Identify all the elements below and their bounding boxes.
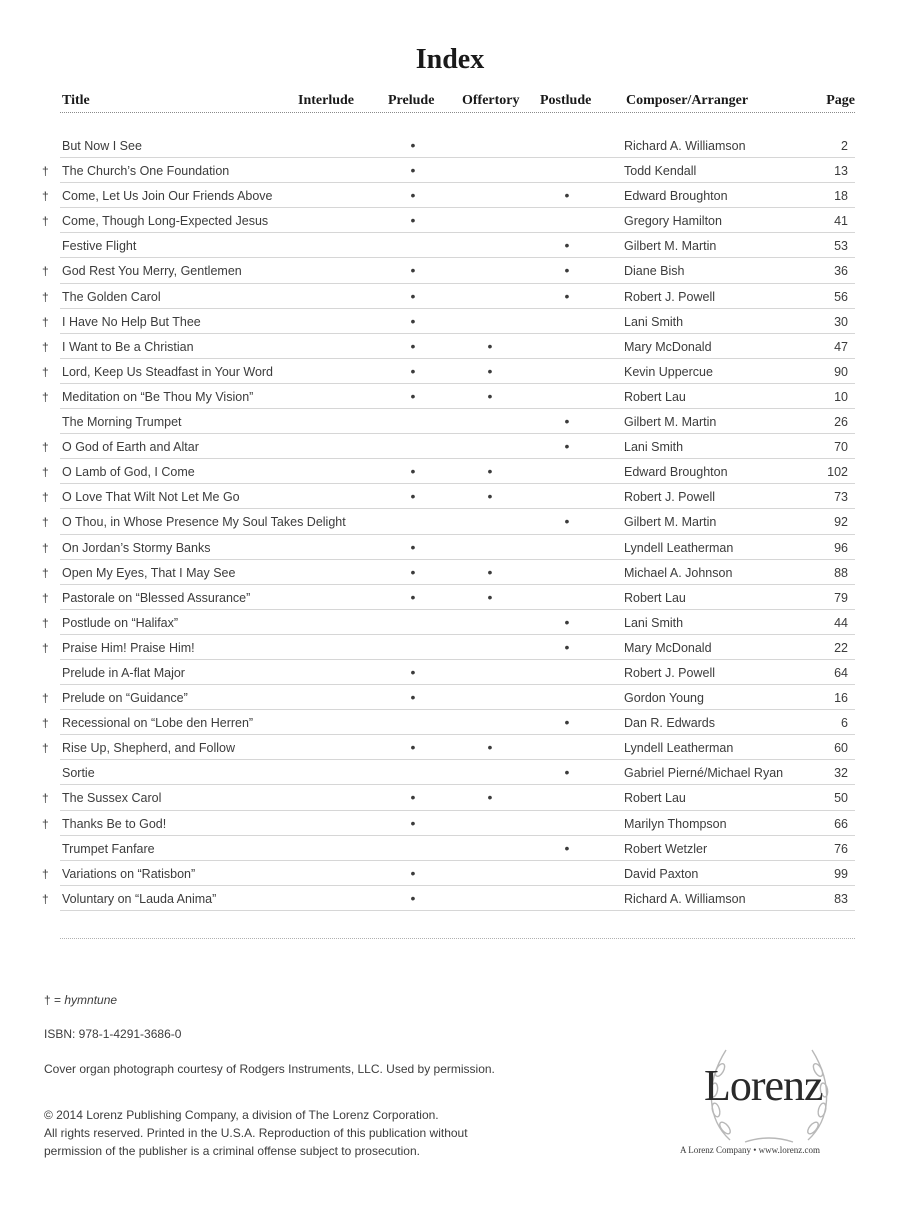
hymntune-dagger: †	[42, 891, 49, 906]
row-title: God Rest You Merry, Gentlemen	[62, 264, 242, 279]
row-composer: Mary McDonald	[624, 339, 712, 354]
prelude-mark: •	[410, 287, 416, 304]
row-composer: Gilbert M. Martin	[624, 415, 717, 430]
row-title: The Sussex Carol	[62, 791, 162, 806]
hymntune-dagger: †	[42, 540, 49, 555]
row-page: 44	[834, 615, 848, 630]
row-page: 64	[834, 665, 848, 680]
row-page: 73	[834, 490, 848, 505]
postlude-mark: •	[564, 613, 570, 630]
prelude-mark: •	[410, 739, 416, 756]
prelude-mark: •	[410, 538, 416, 555]
prelude-mark: •	[410, 463, 416, 480]
table-row	[0, 159, 900, 184]
hymntune-dagger: †	[42, 741, 49, 756]
postlude-mark: •	[564, 237, 570, 254]
row-composer: Robert J. Powell	[624, 490, 716, 505]
hymntune-dagger: †	[42, 264, 49, 279]
row-title: Lord, Keep Us Steadfast in Your Word	[62, 364, 274, 379]
row-composer: Lani Smith	[624, 314, 684, 329]
offertory-mark: •	[487, 362, 493, 379]
prelude-mark: •	[410, 864, 416, 881]
logo-wordmark: Lorenz	[704, 1061, 823, 1110]
header-composer: Composer/Arranger	[626, 93, 749, 108]
prelude-mark: •	[410, 663, 416, 680]
row-page: 18	[834, 189, 848, 204]
row-title: Sortie	[62, 766, 95, 781]
row-title: Recessional on “Lobe den Herren”	[62, 716, 254, 731]
postlude-mark: •	[564, 413, 570, 430]
header-title: Title	[62, 93, 90, 108]
hymntune-legend	[44, 993, 117, 1007]
row-page: 76	[834, 841, 848, 856]
row-title: Rise Up, Shepherd, and Follow	[62, 741, 236, 756]
row-title: The Church’s One Foundation	[62, 164, 230, 179]
row-page: 70	[834, 440, 848, 455]
row-composer: Lani Smith	[624, 440, 684, 455]
hymntune-dagger: †	[42, 314, 49, 329]
row-title: Prelude in A-flat Major	[62, 665, 185, 680]
row-page: 90	[834, 364, 848, 379]
row-title: Prelude on “Guidance”	[62, 691, 188, 706]
row-composer: Mary McDonald	[624, 640, 712, 655]
copyright-line: All rights reserved. Printed in the U.S.A. Reproduction of this publication without	[44, 1126, 468, 1140]
table-row	[0, 611, 900, 636]
offertory-mark: •	[487, 488, 493, 505]
row-composer: Edward Broughton	[624, 465, 728, 480]
row-title: On Jordan’s Stormy Banks	[62, 540, 211, 555]
table-row	[0, 686, 900, 711]
row-title: Variations on “Ratisbon”	[62, 866, 196, 881]
logo-tagline: A Lorenz Company • www.lorenz.com	[680, 1145, 821, 1155]
legend-symbol: † =	[44, 993, 62, 1007]
table-row	[0, 259, 900, 284]
isbn: ISBN: 978-1-4291-3686-0	[44, 1027, 182, 1041]
table-row	[0, 485, 900, 510]
row-title: Come, Though Long-Expected Jesus	[62, 214, 269, 229]
hymntune-dagger: †	[42, 465, 49, 480]
row-title: O Love That Wilt Not Let Me Go	[62, 490, 240, 505]
hymntune-dagger: †	[42, 866, 49, 881]
table-row	[0, 285, 900, 310]
hymntune-dagger: †	[42, 189, 49, 204]
postlude-mark: •	[564, 438, 570, 455]
hymntune-dagger: †	[42, 590, 49, 605]
header-prelude: Prelude	[388, 93, 435, 108]
prelude-mark: •	[410, 312, 416, 329]
table-row	[0, 536, 900, 561]
row-composer: Richard A. Williamson	[624, 891, 746, 906]
table-row	[0, 209, 900, 234]
table-row	[0, 837, 900, 862]
hymntune-dagger: †	[42, 339, 49, 354]
prelude-mark: •	[410, 588, 416, 605]
row-page: 47	[834, 339, 848, 354]
row-composer: Robert J. Powell	[624, 665, 716, 680]
row-title: But Now I See	[62, 139, 142, 153]
row-page: 13	[834, 164, 848, 179]
row-page: 50	[834, 791, 848, 806]
row-composer: Gilbert M. Martin	[624, 515, 717, 530]
row-page: 41	[834, 214, 848, 229]
row-page: 88	[834, 565, 848, 580]
row-composer: Michael A. Johnson	[624, 565, 733, 580]
hymntune-dagger: †	[42, 615, 49, 630]
row-page: 6	[841, 716, 848, 731]
postlude-mark: •	[564, 764, 570, 781]
row-page: 10	[834, 389, 848, 404]
table-row	[0, 786, 900, 811]
row-page: 102	[827, 465, 848, 480]
prelude-mark: •	[410, 262, 416, 279]
row-composer: Todd Kendall	[624, 164, 697, 179]
row-title: Festive Flight	[62, 239, 137, 254]
table-row	[0, 812, 900, 837]
prelude-mark: •	[410, 137, 416, 153]
row-composer: David Paxton	[624, 866, 699, 881]
prelude-mark: •	[410, 387, 416, 404]
offertory-mark: •	[487, 563, 493, 580]
header-offertory: Offertory	[462, 93, 520, 108]
prelude-mark: •	[410, 889, 416, 906]
hymntune-dagger: †	[42, 490, 49, 505]
table-row	[0, 510, 900, 535]
offertory-mark: •	[487, 387, 493, 404]
row-title: Open My Eyes, That I May See	[62, 565, 236, 580]
row-composer: Gilbert M. Martin	[624, 239, 717, 254]
row-composer: Kevin Uppercue	[624, 364, 713, 379]
table-row	[0, 134, 900, 159]
table-row	[0, 234, 900, 259]
postlude-mark: •	[564, 187, 570, 204]
hymntune-dagger: †	[42, 716, 49, 731]
table-row	[0, 887, 900, 912]
prelude-mark: •	[410, 337, 416, 354]
index-table	[0, 134, 900, 912]
prelude-mark: •	[410, 362, 416, 379]
row-composer: Robert Lau	[624, 791, 686, 806]
hymntune-dagger: †	[42, 389, 49, 404]
row-composer: Edward Broughton	[624, 189, 728, 204]
row-page: 96	[834, 540, 848, 555]
row-title: Pastorale on “Blessed Assurance”	[62, 590, 251, 605]
postlude-mark: •	[564, 513, 570, 530]
table-row	[0, 711, 900, 736]
lorenz-logo	[690, 1040, 850, 1160]
row-page: 79	[834, 590, 848, 605]
row-page: 53	[834, 239, 848, 254]
hymntune-dagger: †	[42, 214, 49, 229]
table-row	[0, 661, 900, 686]
row-title: I Want to Be a Christian	[62, 339, 194, 354]
row-page: 56	[834, 289, 848, 304]
row-title: Meditation on “Be Thou My Vision”	[62, 389, 254, 404]
offertory-mark: •	[487, 789, 493, 806]
row-composer: Richard A. Williamson	[624, 139, 746, 153]
row-page: 99	[834, 866, 848, 881]
postlude-mark: •	[564, 839, 570, 856]
hymntune-dagger: †	[42, 565, 49, 580]
row-title: O Lamb of God, I Come	[62, 465, 195, 480]
row-title: The Morning Trumpet	[62, 415, 182, 430]
copyright-line: © 2014 Lorenz Publishing Company, a division of The Lorenz Corporation.	[44, 1108, 439, 1122]
row-page: 30	[834, 314, 848, 329]
table-row	[0, 310, 900, 335]
header-interlude: Interlude	[298, 93, 354, 108]
offertory-mark: •	[487, 463, 493, 480]
copyright-line: permission of the publisher is a criminal offense subject to prosecution.	[44, 1144, 420, 1158]
row-title: Praise Him! Praise Him!	[62, 640, 195, 655]
prelude-mark: •	[410, 162, 416, 179]
table-row	[0, 636, 900, 661]
table-header	[60, 92, 855, 113]
offertory-mark: •	[487, 337, 493, 354]
row-page: 83	[834, 891, 848, 906]
row-title: O Thou, in Whose Presence My Soul Takes Delight	[62, 515, 346, 530]
row-composer: Gordon Young	[624, 691, 704, 706]
row-composer: Gabriel Pierné/Michael Ryan	[624, 766, 784, 781]
legend-text: hymntune	[64, 993, 118, 1007]
row-composer: Gregory Hamilton	[624, 214, 722, 229]
offertory-mark: •	[487, 588, 493, 605]
table-row	[0, 761, 900, 786]
row-composer: Robert Wetzler	[624, 841, 708, 856]
header-postlude: Postlude	[540, 93, 592, 108]
table-row	[0, 736, 900, 761]
table-row	[0, 360, 900, 385]
prelude-mark: •	[410, 563, 416, 580]
offertory-mark: •	[487, 739, 493, 756]
row-title: O God of Earth and Altar	[62, 440, 199, 455]
row-page: 16	[834, 691, 848, 706]
table-row	[0, 561, 900, 586]
header-page: Page	[826, 93, 855, 108]
row-page: 66	[834, 816, 848, 831]
row-page: 60	[834, 741, 848, 756]
row-composer: Robert Lau	[624, 590, 686, 605]
row-title: Come, Let Us Join Our Friends Above	[62, 189, 273, 204]
postlude-mark: •	[564, 638, 570, 655]
table-end-rule	[60, 938, 855, 939]
hymntune-dagger: †	[42, 440, 49, 455]
postlude-mark: •	[564, 287, 570, 304]
row-title: I Have No Help But Thee	[62, 314, 201, 329]
table-row	[0, 184, 900, 209]
postlude-mark: •	[564, 262, 570, 279]
table-row	[0, 335, 900, 360]
photo-credit: Cover organ photograph courtesy of Rodgers Instruments, LLC. Used by permission.	[44, 1062, 495, 1076]
prelude-mark: •	[410, 212, 416, 229]
prelude-mark: •	[410, 814, 416, 831]
row-page: 22	[834, 640, 848, 655]
prelude-mark: •	[410, 488, 416, 505]
row-page: 32	[834, 766, 848, 781]
prelude-mark: •	[410, 789, 416, 806]
row-composer: Marilyn Thompson	[624, 816, 727, 831]
table-row	[0, 385, 900, 410]
page-title: Index	[415, 44, 485, 75]
prelude-mark: •	[410, 187, 416, 204]
table-row	[0, 410, 900, 435]
row-composer: Lyndell Leatherman	[624, 741, 734, 756]
table-row	[0, 435, 900, 460]
postlude-mark: •	[564, 714, 570, 731]
table-row	[0, 460, 900, 485]
row-composer: Robert J. Powell	[624, 289, 716, 304]
row-page: 26	[834, 415, 848, 430]
hymntune-dagger: †	[42, 289, 49, 304]
hymntune-dagger: †	[42, 791, 49, 806]
table-row	[0, 586, 900, 611]
prelude-mark: •	[410, 689, 416, 706]
table-row	[0, 862, 900, 887]
hymntune-dagger: †	[42, 640, 49, 655]
row-composer: Dan R. Edwards	[624, 716, 716, 731]
row-title: Voluntary on “Lauda Anima”	[62, 891, 217, 906]
row-page: 36	[834, 264, 848, 279]
row-title: Trumpet Fanfare	[62, 841, 155, 856]
hymntune-dagger: †	[42, 364, 49, 379]
hymntune-dagger: †	[42, 164, 49, 179]
row-page: 2	[841, 139, 848, 153]
hymntune-dagger: †	[42, 691, 49, 706]
row-page: 92	[834, 515, 848, 530]
row-composer: Lyndell Leatherman	[624, 540, 734, 555]
row-composer: Robert Lau	[624, 389, 686, 404]
hymntune-dagger: †	[42, 816, 49, 831]
row-composer: Diane Bish	[624, 264, 685, 279]
row-title: The Golden Carol	[62, 289, 161, 304]
row-title: Thanks Be to God!	[62, 816, 167, 831]
hymntune-dagger: †	[42, 515, 49, 530]
row-composer: Lani Smith	[624, 615, 684, 630]
row-title: Postlude on “Halifax”	[62, 615, 179, 630]
